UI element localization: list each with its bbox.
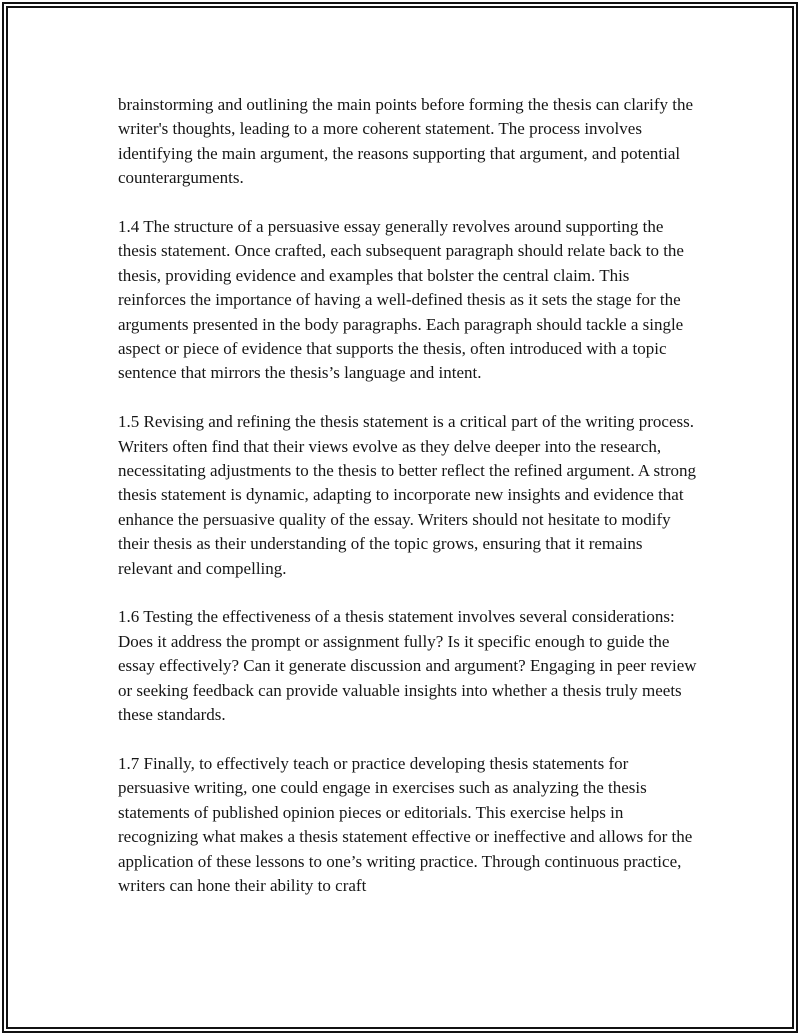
document-body [118,93,698,898]
paragraph-continuation: brainstorming and outlining the main points before forming the thesis can clarify the writer's thoughts, leading to a more coherent statement. The process involves identifying the main argument, the reasons supporting that argument, and potential counterarguments. [118,95,694,188]
paragraph-1-6: 1.6 Testing the effectiveness of a thesis statement involves several considerations: Does it address the prompt or assignment fully? Is it specific enough to guide the essay effectively? Can it generate discussion and argument? Engaging in peer review or seeking feedback can provide valuable insights into whether a thesis truly meets these standards. [118,607,697,725]
paragraph-1-4: 1.4 The structure of a persuasive essay generally revolves around supporting the thesis statement. Once crafted, each subsequent paragraph should relate back to the thesis, providing evidence and examples that bolster the central claim. This reinforces the importance of having a well-defined thesis as it sets the stage for the arguments presented in the body paragraphs. Each paragraph should tackle a single aspect or piece of evidence that supports the thesis, often introduced with a topic sentence that mirrors the thesis’s language and intent. [118,217,684,383]
paragraph-1-5: 1.5 Revising and refining the thesis statement is a critical part of the writing process. Writers often find that their views evolve as they delve deeper into the research, necessitating adjustments to the thesis to better reflect the refined argument. A strong thesis statement is dynamic, adapting to incorporate new insights and evidence that enhance the persuasive quality of the essay. Writers should not hesitate to modify their thesis as their understanding of the topic grows, ensuring that it remains relevant and compelling. [118,412,697,578]
paragraph-1-7: 1.7 Finally, to effectively teach or practice developing thesis statements for persuasive writing, one could engage in exercises such as analyzing the thesis statements of published opinion pieces or editorials. This exercise helps in recognizing what makes a thesis statement effective or ineffective and allows for the application of these lessons to one’s writing practice. Through continuous practice, writers can hone their ability to craft [118,753,693,895]
